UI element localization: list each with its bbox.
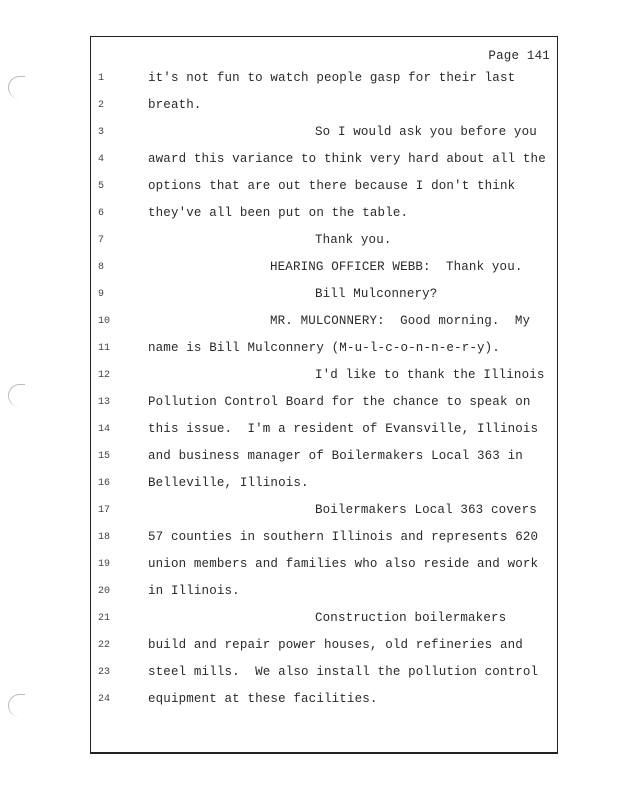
transcript-line	[0, 152, 618, 172]
transcript-line	[0, 476, 618, 496]
line-text: they've all been put on the table.	[148, 206, 409, 220]
line-text: HEARING OFFICER WEBB: Thank you.	[270, 260, 523, 274]
line-text: equipment at these facilities.	[148, 692, 378, 706]
transcript-line	[0, 287, 618, 307]
line-number: 4	[98, 154, 105, 165]
line-text: and business manager of Boilermakers Local 363 in	[148, 449, 523, 463]
line-text: union members and families who also reside and work	[148, 557, 539, 571]
line-text: award this variance to think very hard about all the	[148, 152, 546, 166]
line-text: build and repair power houses, old refineries and	[148, 638, 523, 652]
line-text: this issue. I'm a resident of Evansville, Illinois	[148, 422, 539, 436]
line-text: So I would ask you before you	[315, 125, 537, 139]
line-number: 16	[98, 478, 111, 489]
line-text: steel mills. We also install the pollution control	[148, 665, 539, 679]
transcript-line	[0, 206, 618, 226]
line-number: 21	[98, 613, 111, 624]
line-number: 5	[98, 181, 105, 192]
transcript-line	[0, 71, 618, 91]
transcript-line	[0, 422, 618, 442]
line-text: breath.	[148, 98, 202, 112]
line-number: 19	[98, 559, 111, 570]
line-number: 9	[98, 289, 105, 300]
line-number: 3	[98, 127, 105, 138]
transcript-line	[0, 314, 618, 334]
transcript-line	[0, 584, 618, 604]
line-text: in Illinois.	[148, 584, 240, 598]
line-text: Belleville, Illinois.	[148, 476, 309, 490]
transcript-line	[0, 692, 618, 712]
line-number: 7	[98, 235, 105, 246]
line-text: Construction boilermakers	[315, 611, 507, 625]
transcript-line	[0, 665, 618, 685]
line-number: 2	[98, 100, 105, 111]
transcript-line	[0, 638, 618, 658]
line-number: 11	[98, 343, 111, 354]
page-number: Page 141	[488, 49, 550, 63]
line-number: 15	[98, 451, 111, 462]
line-number: 6	[98, 208, 105, 219]
line-number: 10	[98, 316, 111, 327]
line-text: 57 counties in southern Illinois and represents 620	[148, 530, 539, 544]
line-text: I'd like to thank the Illinois	[315, 368, 545, 382]
line-number: 1	[98, 73, 105, 84]
transcript-line	[0, 125, 618, 145]
transcript-line	[0, 368, 618, 388]
line-text: Boilermakers Local 363 covers	[315, 503, 537, 517]
line-number: 23	[98, 667, 111, 678]
transcript-line	[0, 260, 618, 280]
line-text: Pollution Control Board for the chance to speak on	[148, 395, 531, 409]
line-number: 14	[98, 424, 111, 435]
line-text: MR. MULCONNERY: Good morning. My	[270, 314, 531, 328]
transcript-line	[0, 395, 618, 415]
transcript-line	[0, 503, 618, 523]
transcript-line	[0, 98, 618, 118]
line-number: 18	[98, 532, 111, 543]
line-number: 17	[98, 505, 111, 516]
line-text: it's not fun to watch people gasp for their last	[148, 71, 516, 85]
line-number: 13	[98, 397, 111, 408]
line-number: 8	[98, 262, 105, 273]
line-number: 24	[98, 694, 111, 705]
line-number: 22	[98, 640, 111, 651]
line-text: options that are out there because I don't think	[148, 179, 516, 193]
line-number: 20	[98, 586, 111, 597]
transcript-line	[0, 341, 618, 361]
line-text: Thank you.	[315, 233, 392, 247]
line-text: Bill Mulconnery?	[315, 287, 438, 301]
line-number: 12	[98, 370, 111, 381]
transcript-line	[0, 611, 618, 631]
transcript-line	[0, 530, 618, 550]
transcript-line	[0, 449, 618, 469]
transcript-line	[0, 233, 618, 253]
line-text: name is Bill Mulconnery (M-u-l-c-o-n-n-e-r-y).	[148, 341, 500, 355]
transcript-line	[0, 179, 618, 199]
transcript-line	[0, 557, 618, 577]
